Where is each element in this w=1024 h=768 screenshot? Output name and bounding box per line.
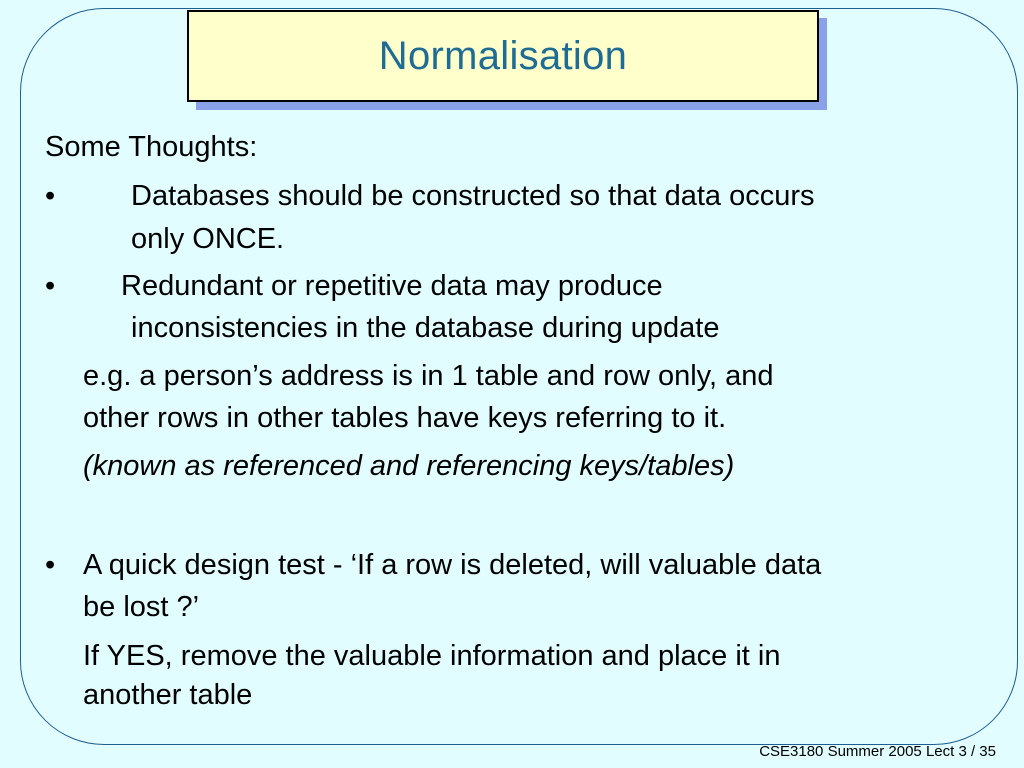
example-line-1: e.g. a person’s address is in 1 table and row only, and (83, 360, 774, 392)
section-heading: Some Thoughts: (45, 131, 258, 163)
followup-line-1: If YES, remove the valuable information and place it in (83, 640, 781, 672)
bullet-2-line-1: Redundant or repetitive data may produce (121, 270, 663, 302)
example-line-2: other rows in other tables have keys referring to it. (83, 402, 727, 434)
bullet-marker-3: • (45, 549, 56, 581)
bullet-3-line-2: be lost ?’ (83, 591, 200, 623)
bullet-marker-1: • (45, 180, 56, 212)
bullet-3-line-1: A quick design test - ‘If a row is deleted, will valuable data (83, 549, 822, 581)
bullet-1-line-1: Databases should be constructed so that data occurs (131, 180, 815, 212)
followup-line-2: another table (83, 679, 253, 711)
title-box (187, 10, 819, 102)
slide-title: Normalisation (378, 33, 628, 78)
slide-footer: CSE3180 Summer 2005 Lect 3 / 35 (759, 743, 996, 760)
known-as-note: (known as referenced and referencing keys/tables) (83, 450, 735, 482)
bullet-2-line-2: inconsistencies in the database during update (131, 312, 720, 344)
bullet-marker-2: • (45, 270, 56, 302)
bullet-1-line-2: only ONCE. (131, 223, 285, 255)
